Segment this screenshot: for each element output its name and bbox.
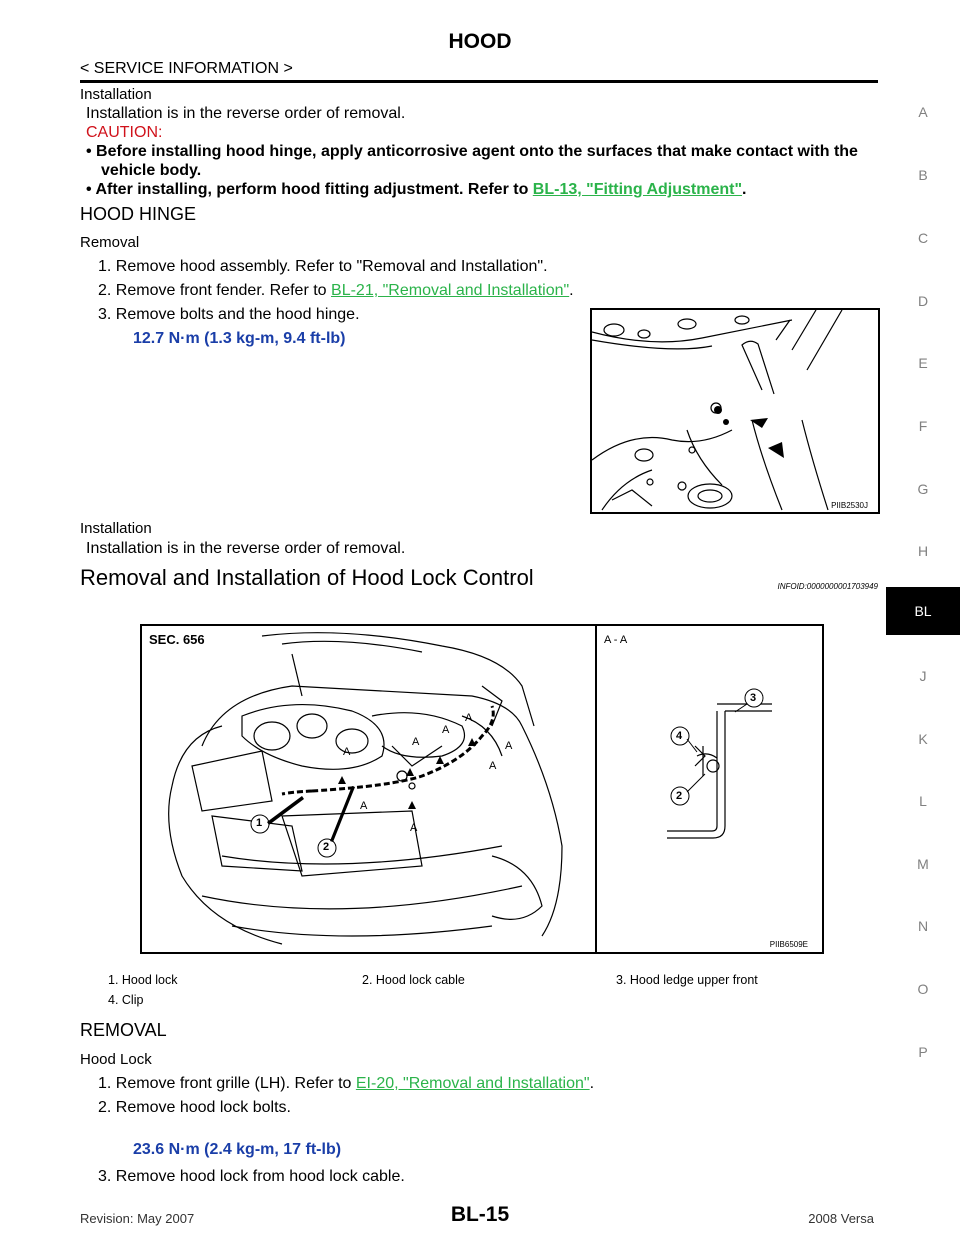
hood-lock-vehicle-illustration bbox=[142, 626, 595, 952]
callout-a: A bbox=[442, 724, 450, 736]
legend-item-hood-lock: 1. Hood lock bbox=[108, 973, 178, 987]
installation-text: Installation is in the reverse order of removal. bbox=[86, 105, 406, 122]
callout-1: 1 bbox=[256, 817, 263, 829]
side-tab-o[interactable]: O bbox=[917, 981, 929, 997]
legend-item-hood-ledge: 3. Hood ledge upper front bbox=[616, 973, 758, 987]
hood-hinge-illustration bbox=[592, 310, 878, 512]
side-tab-p[interactable]: P bbox=[918, 1044, 928, 1060]
removal-step-1-text: 1. Remove front grille (LH). Refer to bbox=[98, 1075, 356, 1092]
removal-heading: REMOVAL bbox=[80, 1020, 167, 1040]
hood-hinge-step-2-text: 2. Remove front fender. Refer to bbox=[98, 282, 332, 299]
side-tab-e[interactable]: E bbox=[918, 355, 928, 371]
callout-4: 4 bbox=[676, 730, 683, 742]
hood-lock-figure-code: PIIB6509E bbox=[769, 940, 808, 949]
side-tab-b[interactable]: B bbox=[918, 167, 928, 183]
side-tab-f[interactable]: F bbox=[918, 418, 928, 434]
section-aa-illustration bbox=[597, 626, 820, 952]
side-tab-c[interactable]: C bbox=[917, 230, 929, 246]
hood-lock-figure bbox=[140, 624, 824, 954]
caution-bullet-2: • After installing, perform hood fitting adjustment. Refer to BL-13, "Fitting Adjustment". bbox=[86, 181, 747, 198]
header-rule bbox=[80, 80, 878, 83]
hood-hinge-installation-heading: Installation bbox=[80, 520, 152, 537]
caution-bullet-2-text: After installing, perform hood fitting adjustment. Refer to bbox=[95, 181, 533, 198]
hood-hinge-figure bbox=[590, 308, 880, 514]
section-aa-label: A - A bbox=[604, 634, 628, 646]
hood-lock-subheading: Hood Lock bbox=[80, 1051, 152, 1068]
side-tab-k[interactable]: K bbox=[918, 731, 928, 747]
callout-a: A bbox=[465, 712, 473, 724]
callout-a: A bbox=[343, 746, 351, 758]
hood-hinge-step-2-suffix: . bbox=[569, 282, 574, 299]
callout-a: A bbox=[505, 740, 513, 752]
caution-bullet-1-cont: vehicle body. bbox=[101, 162, 202, 179]
installation-heading: Installation bbox=[80, 86, 152, 103]
front-fender-link[interactable]: BL-21, "Removal and Installation" bbox=[331, 282, 570, 299]
hood-hinge-installation-text: Installation is in the reverse order of removal. bbox=[86, 540, 406, 557]
side-tab-bl[interactable]: BL bbox=[886, 587, 960, 635]
caution-bullet-1: • Before installing hood hinge, apply anticorrosive agent onto the surfaces that make contact with the bbox=[86, 143, 858, 160]
side-tab-a[interactable]: A bbox=[918, 104, 928, 120]
side-tab-j[interactable]: J bbox=[919, 668, 927, 684]
side-tab-d[interactable]: D bbox=[917, 293, 929, 309]
info-id: INFOID:0000000001703949 bbox=[777, 582, 878, 591]
removal-step-3: 3. Remove hood lock from hood lock cable. bbox=[98, 1168, 405, 1185]
hood-hinge-torque: 12.7 N·m (1.3 kg-m, 9.4 ft-lb) bbox=[133, 330, 346, 347]
page-title: HOOD bbox=[448, 30, 512, 53]
caution-label: CAUTION: bbox=[86, 124, 163, 141]
hood-hinge-step-1: 1. Remove hood assembly. Refer to "Removal and Installation". bbox=[98, 258, 548, 275]
hood-lock-control-heading: Removal and Installation of Hood Lock Control bbox=[80, 565, 534, 590]
legend-item-hood-lock-cable: 2. Hood lock cable bbox=[362, 973, 465, 987]
hood-hinge-removal-heading: Removal bbox=[80, 234, 140, 251]
footer-page-number: BL-15 bbox=[450, 1203, 510, 1226]
callout-2-section: 2 bbox=[676, 790, 683, 802]
callout-a: A bbox=[360, 800, 368, 812]
hood-hinge-step-2 bbox=[98, 282, 574, 300]
removal-step-1 bbox=[98, 1075, 594, 1093]
legend-item-clip: 4. Clip bbox=[108, 993, 144, 1007]
hood-hinge-figure-code: PIIB2530J bbox=[831, 501, 868, 510]
front-grille-link[interactable]: EI-20, "Removal and Installation" bbox=[355, 1075, 590, 1092]
removal-torque: 23.6 N·m (2.4 kg-m, 17 ft-lb) bbox=[133, 1141, 342, 1158]
section-label: < SERVICE INFORMATION > bbox=[80, 60, 293, 77]
caution-bullet-1-text: Before installing hood hinge, apply anticorrosive agent onto the surfaces that make contact with the bbox=[96, 143, 858, 160]
hood-hinge-step-3: 3. Remove bolts and the hood hinge. bbox=[98, 306, 360, 323]
hood-hinge-heading: HOOD HINGE bbox=[80, 204, 197, 224]
side-tab-g[interactable]: G bbox=[917, 481, 929, 497]
callout-a: A bbox=[412, 736, 420, 748]
side-tab-l[interactable]: L bbox=[919, 793, 927, 809]
side-tab-n[interactable]: N bbox=[917, 918, 929, 934]
fitting-adjustment-link[interactable]: BL-13, "Fitting Adjustment" bbox=[532, 181, 743, 198]
callout-2: 2 bbox=[323, 841, 330, 853]
caution-bullet-2-suffix: . bbox=[742, 181, 747, 198]
footer-model: 2008 Versa bbox=[808, 1211, 874, 1226]
side-tab-m[interactable]: M bbox=[917, 856, 929, 872]
callout-a: A bbox=[489, 760, 497, 772]
side-tab-h[interactable]: H bbox=[917, 543, 929, 559]
callout-a: A bbox=[410, 822, 418, 834]
footer-revision: Revision: May 2007 bbox=[80, 1211, 195, 1226]
removal-step-1-suffix: . bbox=[589, 1075, 595, 1092]
callout-3: 3 bbox=[750, 692, 757, 704]
sec-label: SEC. 656 bbox=[149, 632, 205, 647]
removal-step-2: 2. Remove hood lock bolts. bbox=[98, 1099, 291, 1116]
